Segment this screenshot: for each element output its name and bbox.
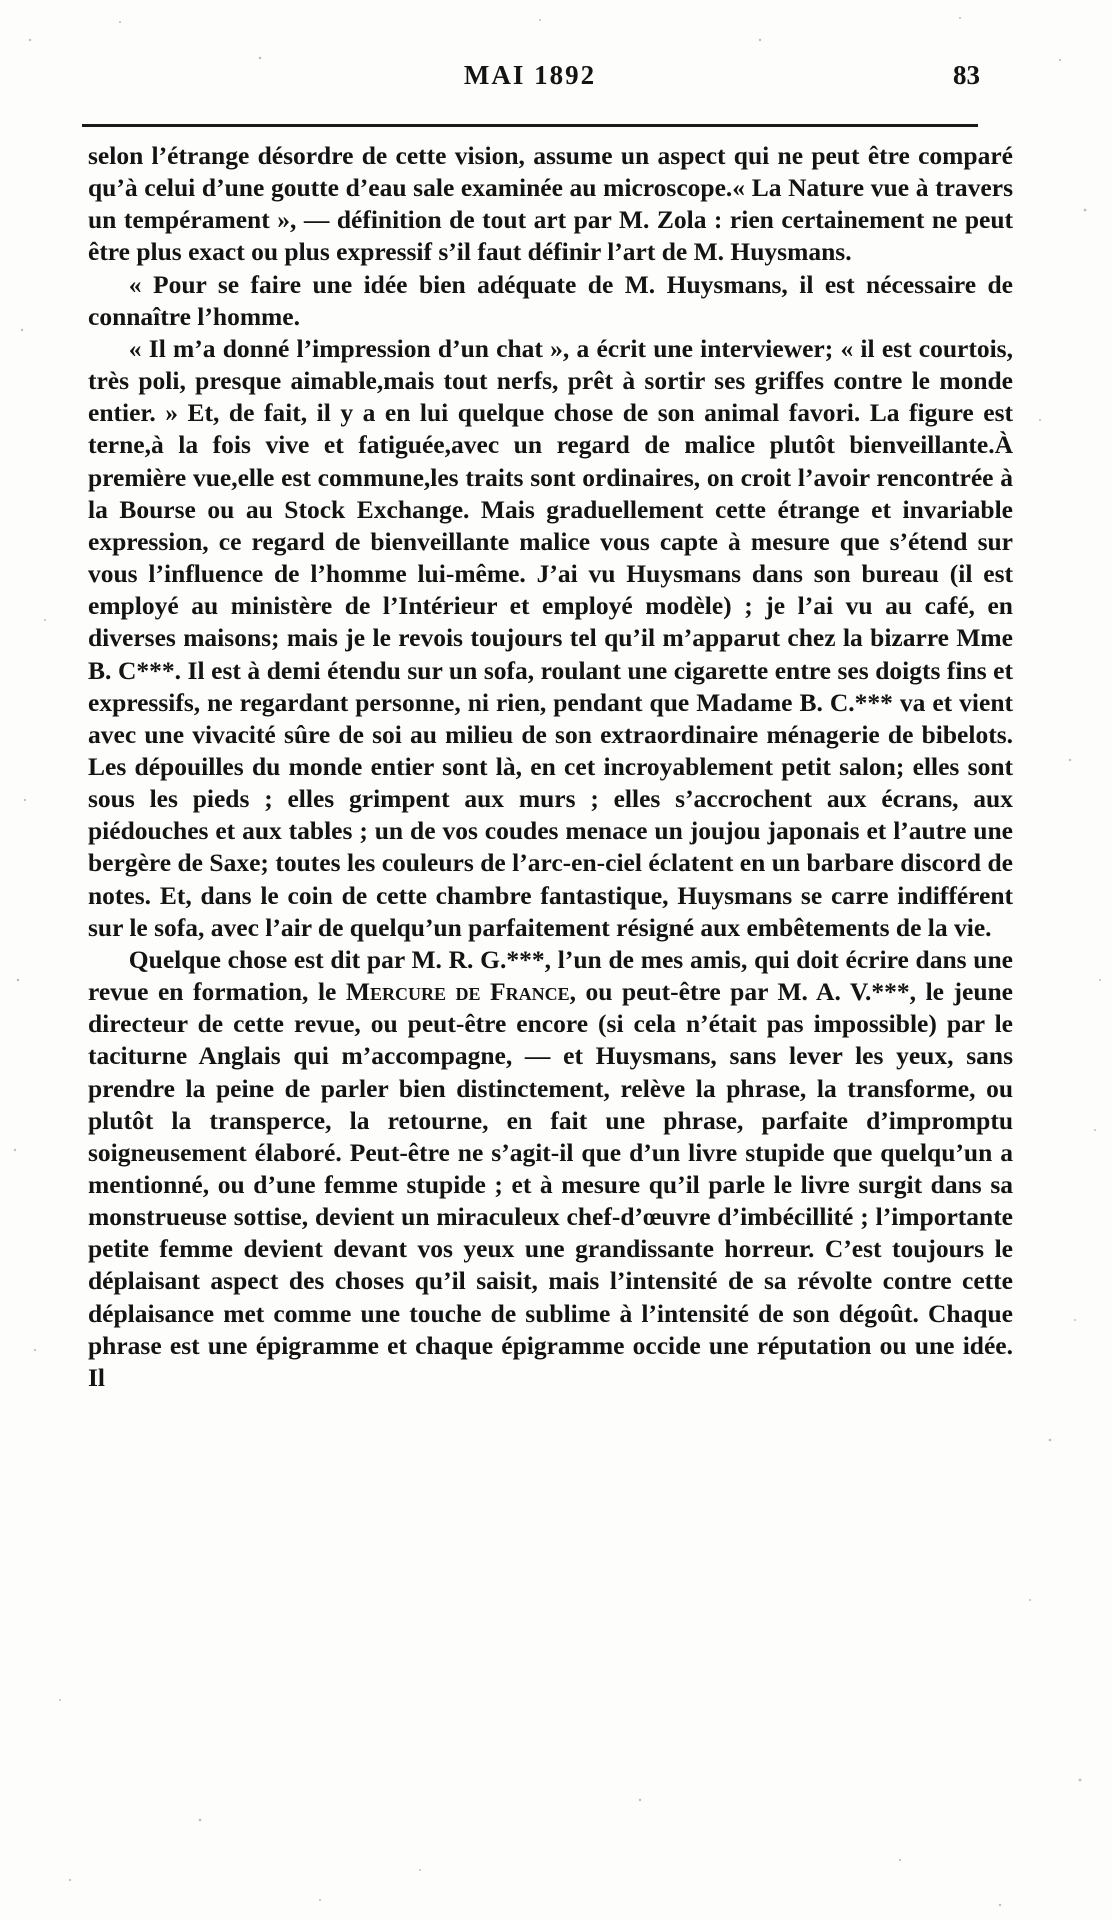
body-text	[88, 140, 1013, 1394]
paragraph-1: selon l’étrange désordre de cette vision, assume un aspect qui ne peut être comparé qu’à celui d’une goutte d’eau sale examinée au microscope.« La Nature vue à travers un tempérament », — définition de tout art par M. Zola : rien certainement ne peut être plus exact ou plus expressif s’il faut définir l’art de M. Huysmans.	[88, 141, 1013, 267]
paragraph-2: « Pour se faire une idée bien adéquate de M. Huysmans, il est nécessaire de connaître l’homme.	[88, 269, 1013, 331]
journal-title: Mercure de France	[345, 977, 570, 1007]
page-header	[80, 60, 980, 116]
paragraph-3: « Il m’a donné l’impression d’un chat », a écrit une interviewer; « il est courtois, très poli, presque aimable,mais tout nerfs, prêt à sortir ses griffes contre le monde entier. » Et, de fait, il y a en lui quelque chose de son animal favori. La figure est terne,à la fois vive et fatiguée,avec un regard de malice plutôt bienveillante.À première vue,elle est commune,les traits sont ordinaires, on croit l’avoir rencontrée à la Bourse ou au Stock Exchange. Mais graduellement cette étrange et invariable expression, ce regard de bienveillante malice vous capte à mesure que s’étend sur vous l’influence de l’homme lui-même. J’ai vu Huysmans dans son bureau (il est employé au ministère de l’Intérieur et employé modèle) ; je l’ai vu au café, en diverses maisons; mais je le revois toujours tel qu’il m’apparut chez la bizarre Mme B. C***. Il est à demi étendu sur un sofa, roulant une cigarette entre ses doigts fins et expressifs, ne regardant personne, ni rien, pendant que Madame B. C.*** va et vient avec une vivacité sûre de soi au milieu de son extraordinaire ménagerie de bibelots. Les dépouilles du monde entier sont là, en cet incroyablement petit salon; elles sont sous les pieds ; elles grimpent aux murs ; elles s’accrochent aux écrans, aux piédouches et aux tables ; un de vos coudes menace un joujou japonais et l’autre une bergère de Saxe; toutes les couleurs de l’arc-en-ciel éclatent en un barbare discord de notes. Et, dans le coin de cette chambre fantastique, Huysmans se carre indifférent sur le sofa, avec l’air de quelqu’un parfaitement résigné aux embêtements de la vie.	[88, 333, 1013, 942]
paragraph-4-part-b: , ou peut-être par M. A. V.***, le jeune directeur de cette revue, ou peut-être encore (si cela n’était pas impossible) par le taciturne Anglais qui m’accompagne, — et Huysmans, sans lever les yeux, sans prendre la peine de parler bien distinctement, relève la phrase, la transforme, ou plutôt la transperce, la retourne, en fait une phrase, parfaite d’impromptu soigneusement élaboré. Peut-être ne s’agit-il que d’un livre stupide que quelqu’un a mentionné, ou d’une femme stupide ; et à mesure qu’il parle le livre surgit dans sa monstrueuse sottise, devient un miraculeux chef-d’œuvre d’imbécillité ; l’importante petite femme devient devant vos yeux une grandissante horreur. C’est toujours le déplaisant aspect des choses qu’il saisit, mais l’intensité de sa révolte contre cette déplaisance met comme une touche de sublime à l’intensité de son dégoût. Chaque phrase est une épigramme et chaque épigramme occide une réputation ou une idée. Il	[88, 977, 1014, 1392]
running-head: MAI 1892	[463, 60, 597, 90]
paragraph-4	[88, 944, 1013, 1394]
header-rule	[82, 124, 978, 127]
paragraph-4-part-a: Quelque chose est dit par M. R. G.***, l’un de mes amis, qui doit écrire dans une revue en formation, le	[88, 944, 1013, 1007]
page-number: 83	[953, 60, 980, 90]
